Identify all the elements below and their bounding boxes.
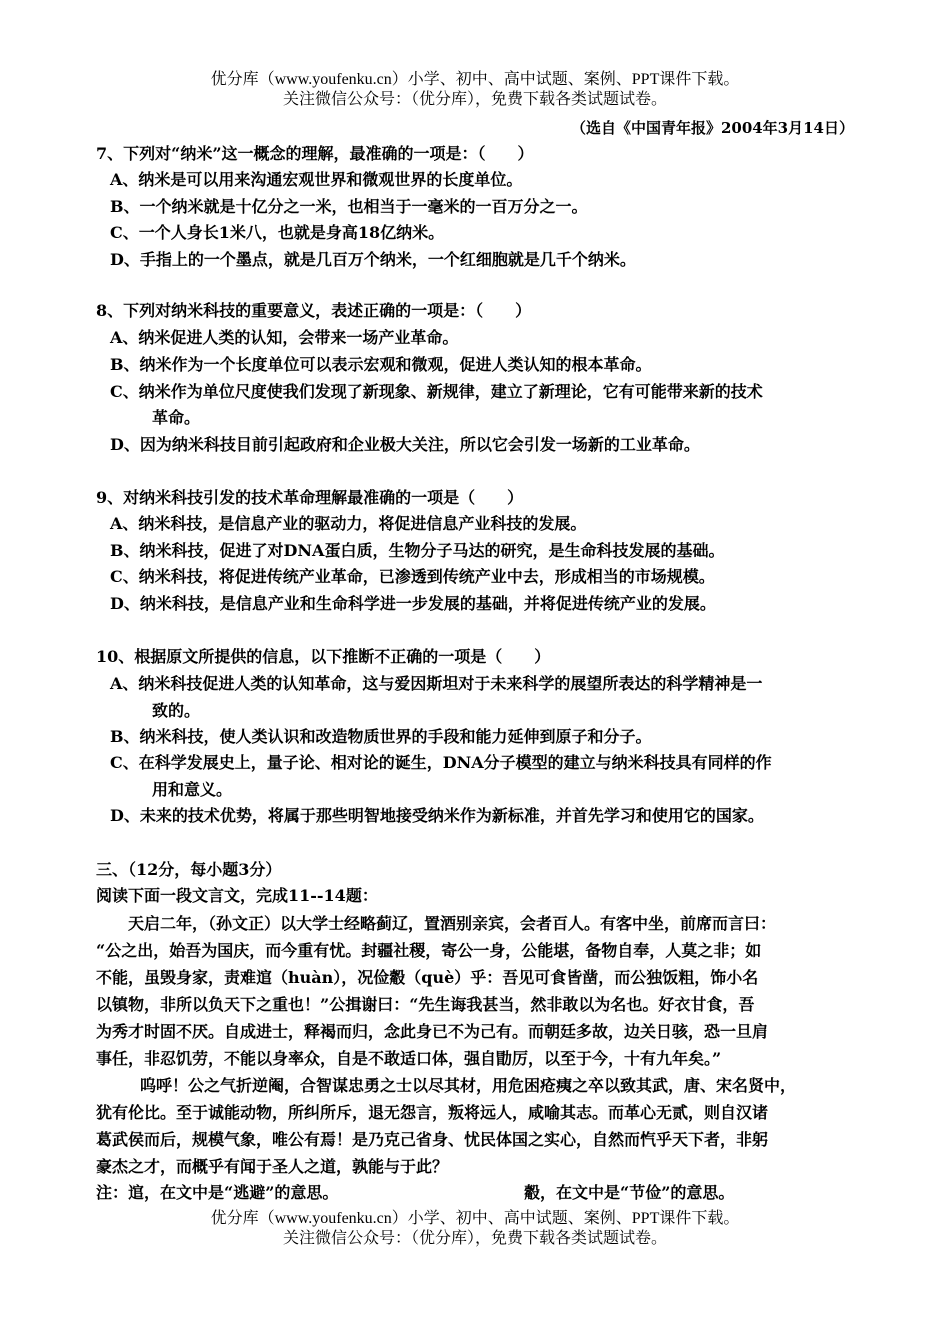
article-source: （选自《中国青年报》2004年3月14日） [570,119,854,137]
question-8-option-c: C、纳米作为单位尺度使我们发现了新现象、新规律，建立了新理论，它有可能带来新的技术 [110,382,763,401]
passage-line: 以镇物，非所以负天下之重也！”公揖谢曰：“先生诲我甚当，然非敢以为名也。好衣甘食，吾 [96,995,755,1014]
question-7-stem: 7、下列对“纳米”这一概念的理解，最准确的一项是：（ ） [96,144,534,163]
question-9-option-c: C、纳米科技，将促进传统产业革命，已渗透到传统产业中去，形成相当的市场规模。 [110,567,715,586]
question-8-option-d: D、因为纳米科技目前引起政府和企业极大关注，所以它会引发一场新的工业革命。 [110,435,700,454]
question-8-stem: 8、下列对纳米科技的重要意义，表述正确的一项是：（ ） [96,301,532,320]
passage-line: “公之出，始吾为国庆，而今重有忧。封疆社稷，寄公一身，公能堪，备物自奉，人莫之非；如 [96,941,762,960]
question-9-option-d: D、纳米科技，是信息产业和生命科学进一步发展的基础，并将促进传统产业的发展。 [110,594,716,613]
passage-line: 不能，虽毁身家，责难逭（huàn），况俭觳（què）乎：吾见可食皆凿，而公独饭粗，饰小名 [96,968,759,987]
question-7-option-b: B、一个纳米就是十亿分之一米，也相当于一毫米的一百万分之一。 [110,197,588,216]
note-que: 觳，在文中是“节俭”的意思。 [524,1183,735,1202]
passage-line: 葛武侯而后，规模气象，唯公有焉！是乃克己省身、忧民体国之实心，自然而忾乎天下者，非躬 [96,1130,769,1149]
passage-line: 事任，非忍饥劳，不能以身率众，自是不敢适口体，强自勖厉，以至于今，十有九年矣。” [96,1049,722,1068]
footer-line-2: 关注微信公众号：（优分库），免费下载各类试题试卷。 [282,1230,667,1247]
question-10-option-a-continued: 致的。 [152,701,201,720]
question-10-option-d: D、未来的技术优势，将属于那些明智地接受纳米作为新标准，并首先学习和使用它的国家。 [110,806,764,825]
question-9-option-b: B、纳米科技，促进了对DNA蛋白质，生物分子马达的研究，是生命科技发展的基础。 [110,541,725,560]
question-8-option-b: B、纳米作为一个长度单位可以表示宏观和微观，促进人类认知的根本革命。 [110,355,652,374]
question-7-option-d: D、手指上的一个墨点，就是几百万个纳米，一个红细胞就是几千个纳米。 [110,250,636,269]
question-10-option-c: C、在科学发展史上，量子论、相对论的诞生，DNA分子模型的建立与纳米科技具有同样的作 [110,753,772,772]
footer-line-1: 优分库（www.youfenku.cn）小学、初中、高中试题、案例、PPT课件下载。 [210,1210,740,1227]
question-7-option-c: C、一个人身长1米八，也就是身高18亿纳米。 [110,223,445,242]
question-7-option-a: A、纳米是可以用来沟通宏观世界和微观世界的长度单位。 [110,170,523,189]
question-10-option-c-continued: 用和意义。 [152,780,233,799]
question-8-option-a: A、纳米促进人类的认知，会带来一场产业革命。 [110,328,459,347]
passage-line: 天启二年，（孙文正）以大学士经略蓟辽，置酒别亲宾，会者百人。有客中坐，前席而言曰： [128,914,777,933]
passage-line: 为秀才时固不厌。自成进士，释褐而归，念此身已不为己有。而朝廷多故，边关日骇，恐一旦肩 [96,1022,769,1041]
question-10-option-a: A、纳米科技促进人类的认知革命，这与爱因斯坦对于未来科学的展望所表达的科学精神是一 [110,674,763,693]
section-3-title: 三、（12分，每小题3分） [96,860,282,879]
passage-line: 犹有伦比。至于诚能动物，所纠所斥，退无怨言，叛将远人，咸喻其志。而革心无贰，则自汉诸 [96,1103,769,1122]
question-9-stem: 9、对纳米科技引发的技术革命理解最准确的一项是（ ） [96,488,524,507]
header-line-2: 关注微信公众号：（优分库），免费下载各类试题试卷。 [282,91,667,108]
note-huan: 注：逭，在文中是“逃避”的意思。 [96,1183,339,1202]
section-3-instruction: 阅读下面一段文言文，完成11--14题： [96,886,378,905]
question-8-option-c-continued: 革命。 [152,408,201,427]
passage-line: 呜呼！公之气折逆阉，合智谋忠勇之士以尽其材，用危困疮痍之卒以致其武，唐、宋名贤中， [140,1076,797,1095]
question-9-option-a: A、纳米科技，是信息产业的驱动力，将促进信息产业科技的发展。 [110,514,587,533]
question-10-option-b: B、纳米科技，使人类认识和改造物质世界的手段和能力延伸到原子和分子。 [110,727,652,746]
header-line-1: 优分库（www.youfenku.cn）小学、初中、高中试题、案例、PPT课件下载。 [210,71,740,88]
question-10-stem: 10、根据原文所提供的信息，以下推断不正确的一项是（ ） [96,647,551,666]
passage-line: 豪杰之才，而概乎有闻于圣人之道，孰能与于此？ [96,1157,449,1176]
